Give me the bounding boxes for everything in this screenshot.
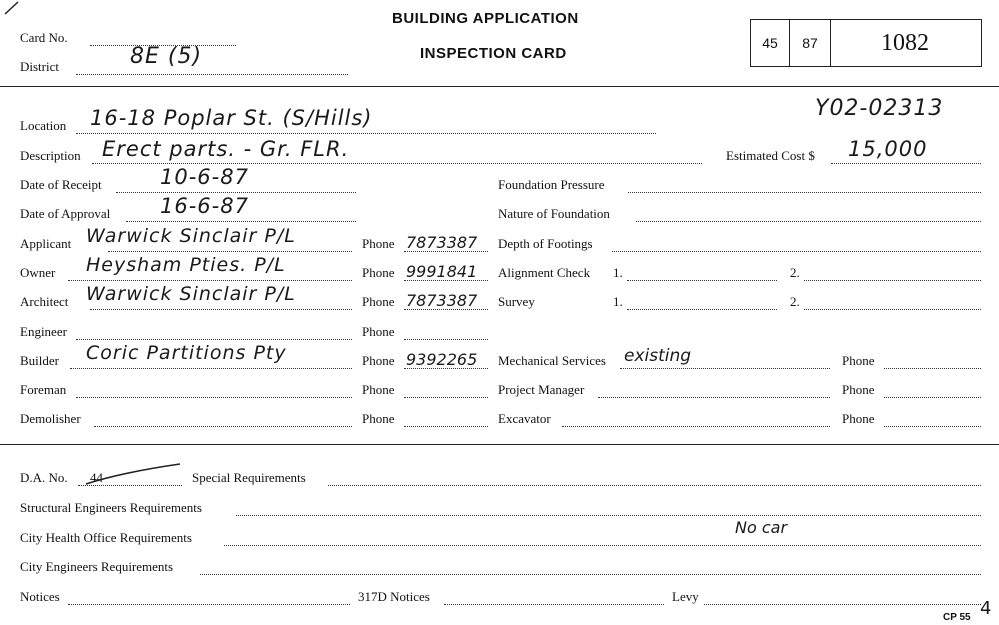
builder-phone-label: Phone [362,353,395,368]
description-value: Erect parts. - Gr. FLR. [102,137,350,161]
architect-value: Warwick Sinclair P/L [86,283,296,305]
foreman-phone-line [404,397,488,398]
foreman-label: Foreman [20,382,67,397]
demolisher-phone-line [404,426,488,427]
box-cell-1: 45 [751,20,790,66]
demolisher-line [94,426,352,427]
health-requirements-line [224,545,981,546]
city-engineers-label: City Engineers Requirements [20,559,174,574]
description-label: Description [20,148,81,163]
date-of-receipt-value: 10-6-87 [160,165,249,189]
mechanical-services-value: existing [624,346,692,366]
architect-line [90,309,352,310]
district-line [76,74,348,75]
architect-phone-value: 7873387 [406,291,478,310]
form-title-line1: BUILDING APPLICATION [392,10,579,27]
project-manager-phone-line [884,397,981,398]
reference-number: Y02-02313 [815,96,944,121]
district-value: 8E (5) [130,44,203,69]
owner-value: Heysham Pties. P/L [86,254,286,276]
depth-of-footings-line [612,251,981,252]
da-no-strikethrough [84,460,184,488]
district-label: District [20,59,59,74]
engineer-phone-label: Phone [362,324,395,339]
builder-line [70,368,352,369]
applicant-label: Applicant [20,236,72,251]
owner-label: Owner [20,265,56,280]
survey-label: Survey [498,294,535,309]
mechanical-services-phone-line [884,368,981,369]
excavator-label: Excavator [498,411,551,426]
owner-line [68,280,352,281]
applicant-line [108,251,352,252]
builder-label: Builder [20,353,59,368]
estimated-cost-line [831,163,981,164]
excavator-line [562,426,830,427]
alignment-check-line-2 [804,280,981,281]
form-code: CP 55 [943,612,971,623]
alignment-check-line-1 [627,280,777,281]
demolisher-phone-label: Phone [362,411,395,426]
applicant-value: Warwick Sinclair P/L [86,225,296,247]
date-of-approval-line [126,221,356,222]
location-line [76,133,656,134]
applicant-phone-value: 7873387 [406,233,478,252]
excavator-phone-label: Phone [842,411,875,426]
location-label: Location [20,118,67,133]
builder-phone-value: 9392265 [406,350,478,369]
depth-of-footings-label: Depth of Footings [498,236,593,251]
alignment-check-label: Alignment Check [498,265,591,280]
project-manager-line [598,397,830,398]
engineer-label: Engineer [20,324,67,339]
margin-mark: 4 [980,598,992,619]
engineer-line [76,339,352,340]
nature-of-foundation-line [636,221,981,222]
structural-requirements-label: Structural Engineers Requirements [20,500,202,515]
estimated-cost-value: 15,000 [848,137,928,161]
notices-317d-label: 317D Notices [358,589,430,604]
nature-of-foundation-label: Nature of Foundation [498,206,610,221]
levy-label: Levy [672,589,699,604]
health-requirements-note: No car [735,518,788,537]
form-title-line2: INSPECTION CARD [420,45,567,62]
architect-phone-label: Phone [362,294,395,309]
date-of-receipt-label: Date of Receipt [20,177,102,192]
health-requirements-label: City Health Office Requirements [20,530,192,545]
notices-label: Notices [20,589,60,604]
card-no-label: Card No. [20,30,68,45]
survey-n2: 2. [790,294,800,309]
demolisher-label: Demolisher [20,411,81,426]
survey-line-2 [804,309,981,310]
alignment-check-n2: 2. [790,265,800,280]
foreman-line [76,397,352,398]
alignment-check-n1: 1. [613,265,623,280]
section-divider [0,444,999,445]
corner-tick-mark [2,0,22,16]
notices-317d-line [444,604,664,605]
location-value: 16-18 Poplar St. (S/Hills) [90,106,373,130]
card-number: 1082 [881,29,929,56]
city-engineers-line [200,574,981,575]
engineer-phone-line [404,339,488,340]
card-number-box [750,19,982,67]
foundation-pressure-label: Foundation Pressure [498,177,605,192]
project-manager-phone-label: Phone [842,382,875,397]
da-no-value: 44 [90,470,103,485]
architect-label: Architect [20,294,69,309]
date-of-approval-label: Date of Approval [20,206,111,221]
notices-line [68,604,350,605]
date-of-approval-value: 16-6-87 [160,194,249,218]
foreman-phone-label: Phone [362,382,395,397]
owner-phone-value: 9991841 [406,262,478,281]
date-of-receipt-line [116,192,356,193]
mechanical-services-phone-label: Phone [842,353,875,368]
project-manager-label: Project Manager [498,382,585,397]
levy-line [704,604,981,605]
box-cell-2: 87 [790,20,831,66]
da-no-label: D.A. No. [20,470,68,485]
structural-requirements-line [236,515,981,516]
special-requirements-line [328,485,981,486]
builder-value: Coric Partitions Pty [86,342,287,364]
applicant-phone-label: Phone [362,236,395,251]
mechanical-services-label: Mechanical Services [498,353,606,368]
owner-phone-label: Phone [362,265,395,280]
excavator-phone-line [884,426,981,427]
estimated-cost-label: Estimated Cost $ [726,148,815,163]
mechanical-services-line [620,368,830,369]
header-divider [0,86,999,87]
survey-n1: 1. [613,294,623,309]
survey-line-1 [627,309,777,310]
special-requirements-label: Special Requirements [192,470,306,485]
foundation-pressure-line [628,192,981,193]
description-line [92,163,702,164]
